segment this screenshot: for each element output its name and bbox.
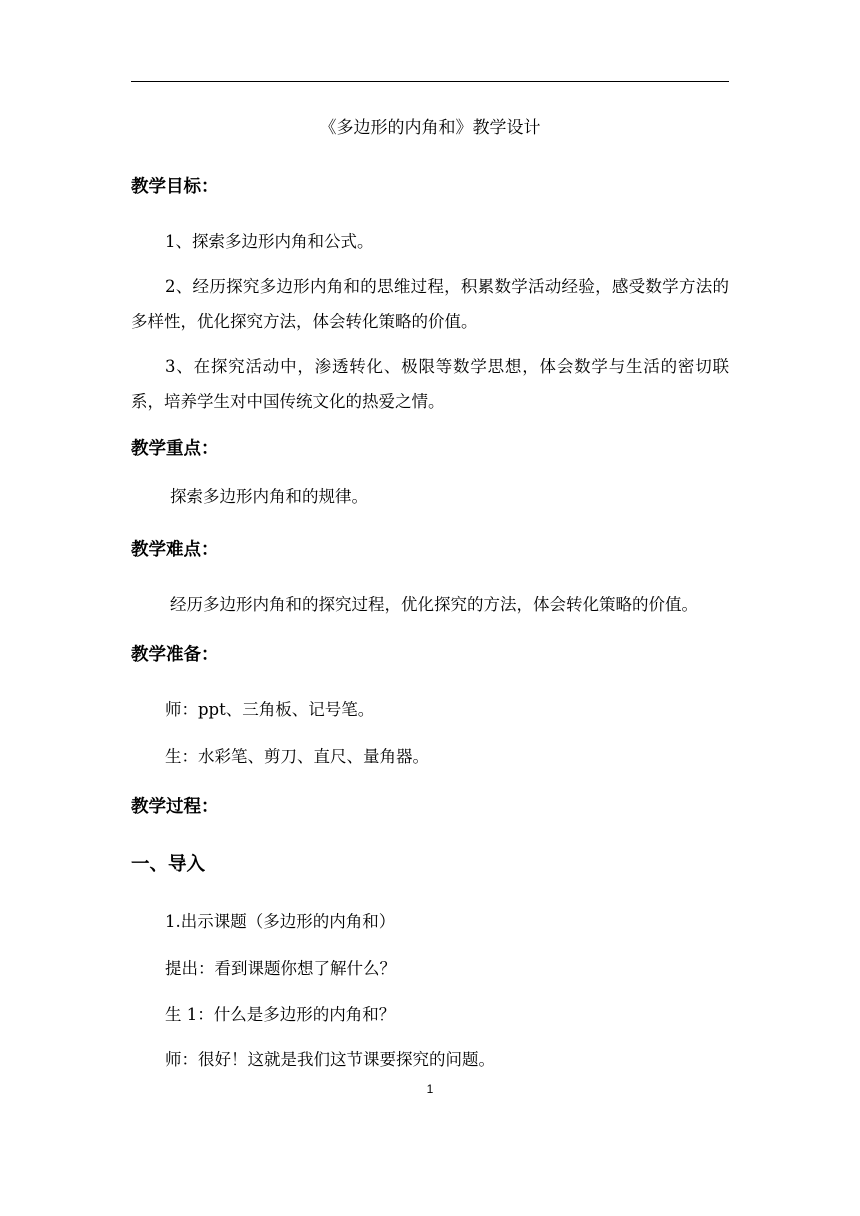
key-points-text: 探索多边形内角和的规律。 [170, 487, 368, 506]
intro-line-2: 提出：看到课题你想了解什么？ [165, 959, 396, 978]
document-title: 《多边形的内角和》教学设计 [319, 118, 541, 138]
intro-line-1: 1.出示课题（多边形的内角和） [165, 912, 396, 931]
objective-item-1: 1、探索多边形内角和公式。 [165, 232, 374, 251]
process-heading: 教学过程： [131, 797, 219, 817]
objective-item-3-text: 3、在探究活动中，渗透转化、极限等数学思想，体会数学与生活的密切联系，培养学生对中国传统文化的热爱之情。 [131, 357, 729, 411]
preparation-student: 生：水彩笔、剪刀、直尺、量角器。 [165, 747, 429, 766]
difficulties-heading: 教学难点： [131, 540, 219, 560]
intro-heading: 一、导入 [131, 854, 206, 875]
preparation-heading: 教学准备： [131, 645, 219, 665]
intro-line-4: 师：很好！这就是我们这节课要探究的问题。 [165, 1050, 495, 1069]
header-rule [131, 81, 729, 82]
objective-item-3 [131, 349, 729, 419]
key-points-heading: 教学重点： [131, 439, 219, 459]
objective-item-2 [131, 269, 729, 339]
page-number: 1 [426, 1082, 434, 1096]
difficulties-text: 经历多边形内角和的探究过程，优化探究的方法，体会转化策略的价值。 [170, 595, 698, 614]
objective-item-2-text: 2、经历探究多边形内角和的思维过程，积累数学活动经验，感受数学方法的多样性，优化探究方法，体会转化策略的价值。 [131, 277, 729, 331]
preparation-teacher: 师：ppt、三角板、记号笔。 [165, 700, 375, 719]
intro-line-3: 生 1：什么是多边形的内角和？ [165, 1005, 396, 1024]
objectives-heading: 教学目标： [131, 177, 219, 197]
